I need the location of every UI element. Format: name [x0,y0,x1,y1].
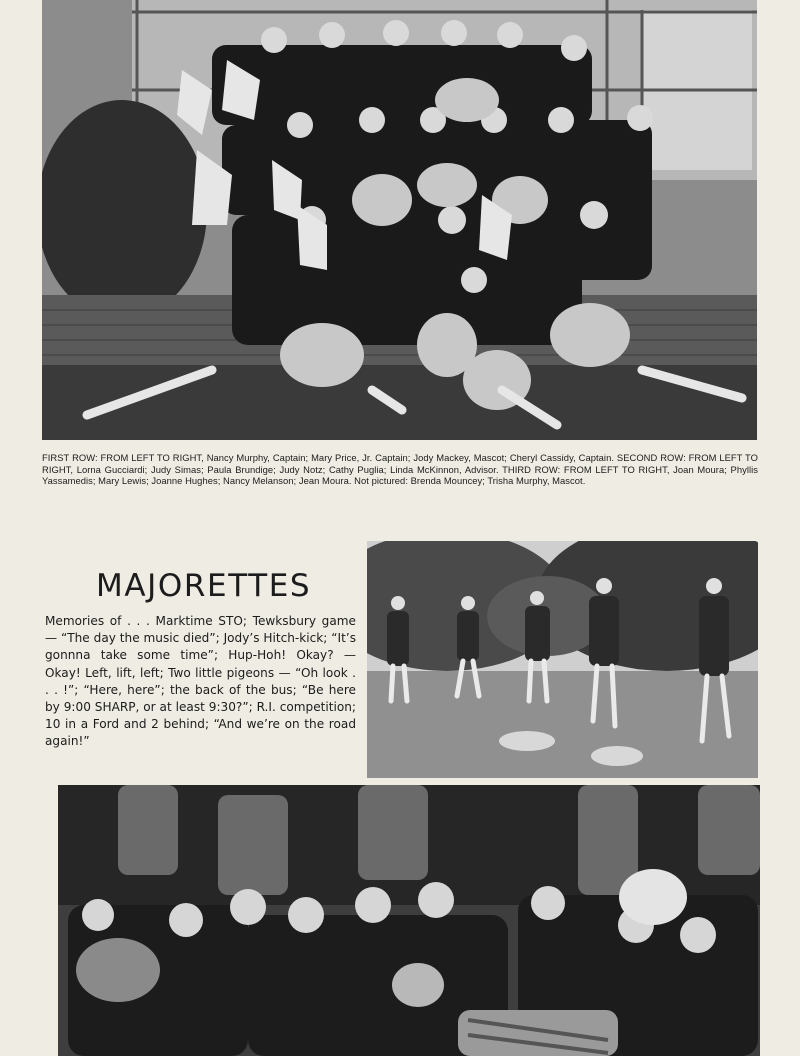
memories-text: Memories of . . . Marktime STO; Tewksbury game — “The day the music died”; Jody’s Hitch-kick; “It’s gonnna take some time”; Hup-Hoh! Okay? — Okay! Left, lift, left; Two little pigeons — “Oh look . . . !”; “Here, here”; the back of the bus; “Be here by 9:00 SHARP, or at least 9:30?”; R.I. competition; 10 in a Ford and 2 behind; “And we’re on the road again!” [45,614,356,749]
field-performance-photo [367,541,758,778]
crowd-photo [58,785,760,1056]
photo-caption: FIRST ROW: FROM LEFT TO RIGHT, Nancy Murphy, Captain; Mary Price, Jr. Captain; Jody Mackey, Mascot; Cheryl Cassidy, Captain. SECOND ROW: FROM LEFT TO RIGHT, Lorna Gucciardi; Judy Simas; Paula Brundige; Judy Notz; Cathy Puglia; Linda McKinnon, Advisor. THIRD ROW: FROM LEFT TO RIGHT, Joan Moura; Phyllis Yassamedis; Mary Lewis; Joanne Hughes; Nancy Melanson; Jean Moura. Not pictured: Brenda Mouncey; Trisha Murphy, Mascot. [42,452,758,487]
group-photo [42,0,757,440]
page-title: MAJORETTES [96,568,312,604]
